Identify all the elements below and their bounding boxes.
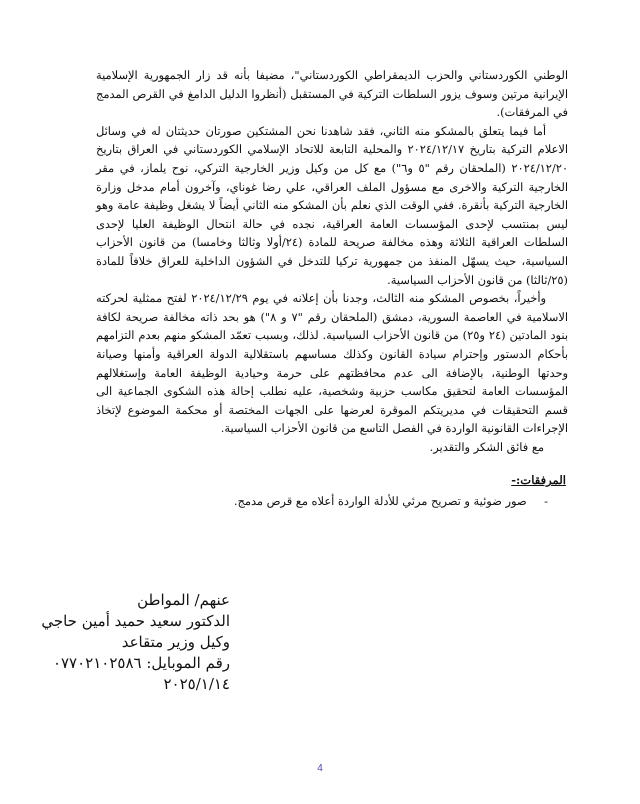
- paragraph-1: الوطني الكوردستاني والحزب الديمقراطي الكوردستاني"، مضيفا بأنه قد زار الجمهورية الإسلامية الإيرانية مرتين وسوف يزور السلطات التركية في المستقبل (أنظروا الدليل الدامغ في القرص المدمج في المرفقات).: [96, 68, 568, 120]
- signature-date: ٢٠٢٥/١/١٤: [163, 675, 230, 693]
- signature-name: الدكتور سعيد حميد أمين حاجي: [41, 612, 230, 630]
- signature-title: وكيل وزير متقاعد: [121, 633, 230, 651]
- bullet-dash: -: [544, 494, 548, 508]
- letter-body: [96, 66, 568, 438]
- signature-block: [41, 590, 230, 695]
- paragraph-2: أما فيما يتعلق بالمشكو منه الثاني، فقد شاهدنا نحن المشتكين صورتان حديثتان له في وسائل الاعلام التركية بتاريخ ٢٠٢٤/١٢/١٧ والمحلية التابعة للاتحاد الإسلامي الكوردستاني في العراق بتاريخ ٢٠٢٤/١٢/٢٠ (الملحقان رقم "٥ و٦") مع كل من وكيل وزير الخارجية التركي، نوح يلماز، في مقر الخارجية التركية والاخرى مع مسؤول الملف العراقي، علي رضا غوناي، وآخرون أمام مدخل وزارة الخارجية التركية بأنقرة. ففي الوقت الذي نعلم بأن المشكو منه الثاني أيضاً لا يشغل وظيفة عامة وهو ليس بمنتسب لإحدى المؤسسات العامة العراقية، نجده في حالة انتحال الوظيفة العليا لإحدى السلطات العراقية الثلاثة وهذه مخالفة صريحة للمادة (٢٤/أولا وثالثا وخامسا) من قانون الأحزاب السياسية، حيث يسهّل المنفذ من جمهورية تركيا للتدخل في الشؤون الداخلية للعراق خلافاً للمادة (٢٥/ثالثا) من قانون الأحزاب السياسية.: [96, 123, 568, 287]
- attachments-heading: المرفقات:-: [511, 473, 566, 487]
- closing-line: مع فائق الشكر والتقدير.: [429, 440, 544, 454]
- attachment-text: صور ضوئية و تصريح مرئي للأدلة الواردة أعلاه مع قرص مدمج.: [233, 494, 527, 508]
- attachment-item: [234, 492, 548, 510]
- paragraph-3: وأخيراً، بخصوص المشكو منه الثالث، وجدنا بأن إعلانه في يوم ٢٠٢٤/١٢/٢٩ لفتح ممثلية لحركته الاسلامية في العاصمة السورية، دمشق (الملحقان رقم "٧ و ٨") هو بحد ذاته مخالفة صريحة لكافة بنود المادتين (٢٤ و٢٥) من قانون الأحزاب السياسية. لذلك، وبسبب تعمّد المشكو منهم بعدم التزامهم بأحكام الدستور وإحترام سيادة القانون وكذلك مساسهم باستقلالية الدولة العراقية وأمنها وصيانة وحدتها الوطنية، بالإضافة الى عدم محافظتهم على حرمة وحيادية الوظيفة العامة وإستغلالهم المؤسسات العامة لتحقيق مكاسب حزبية وشخصية، عليه نطلب إحالة هذه الشكوى الجماعية الى قسم التحقيقات في مديريتكم الموقرة لعرضها على الجهات المختصة أو محكمة الموضوع لإتخاذ الإجراءات القانونية الواردة في الفصل التاسع من قانون الأحزاب السياسية.: [96, 291, 569, 436]
- signature-on-behalf: عنهم/ المواطن: [137, 591, 230, 609]
- page-number: 4: [317, 763, 323, 774]
- signature-mobile: رقم الموبايل: ٠٧٧٠٢١٠٢٥٨٦: [52, 654, 230, 672]
